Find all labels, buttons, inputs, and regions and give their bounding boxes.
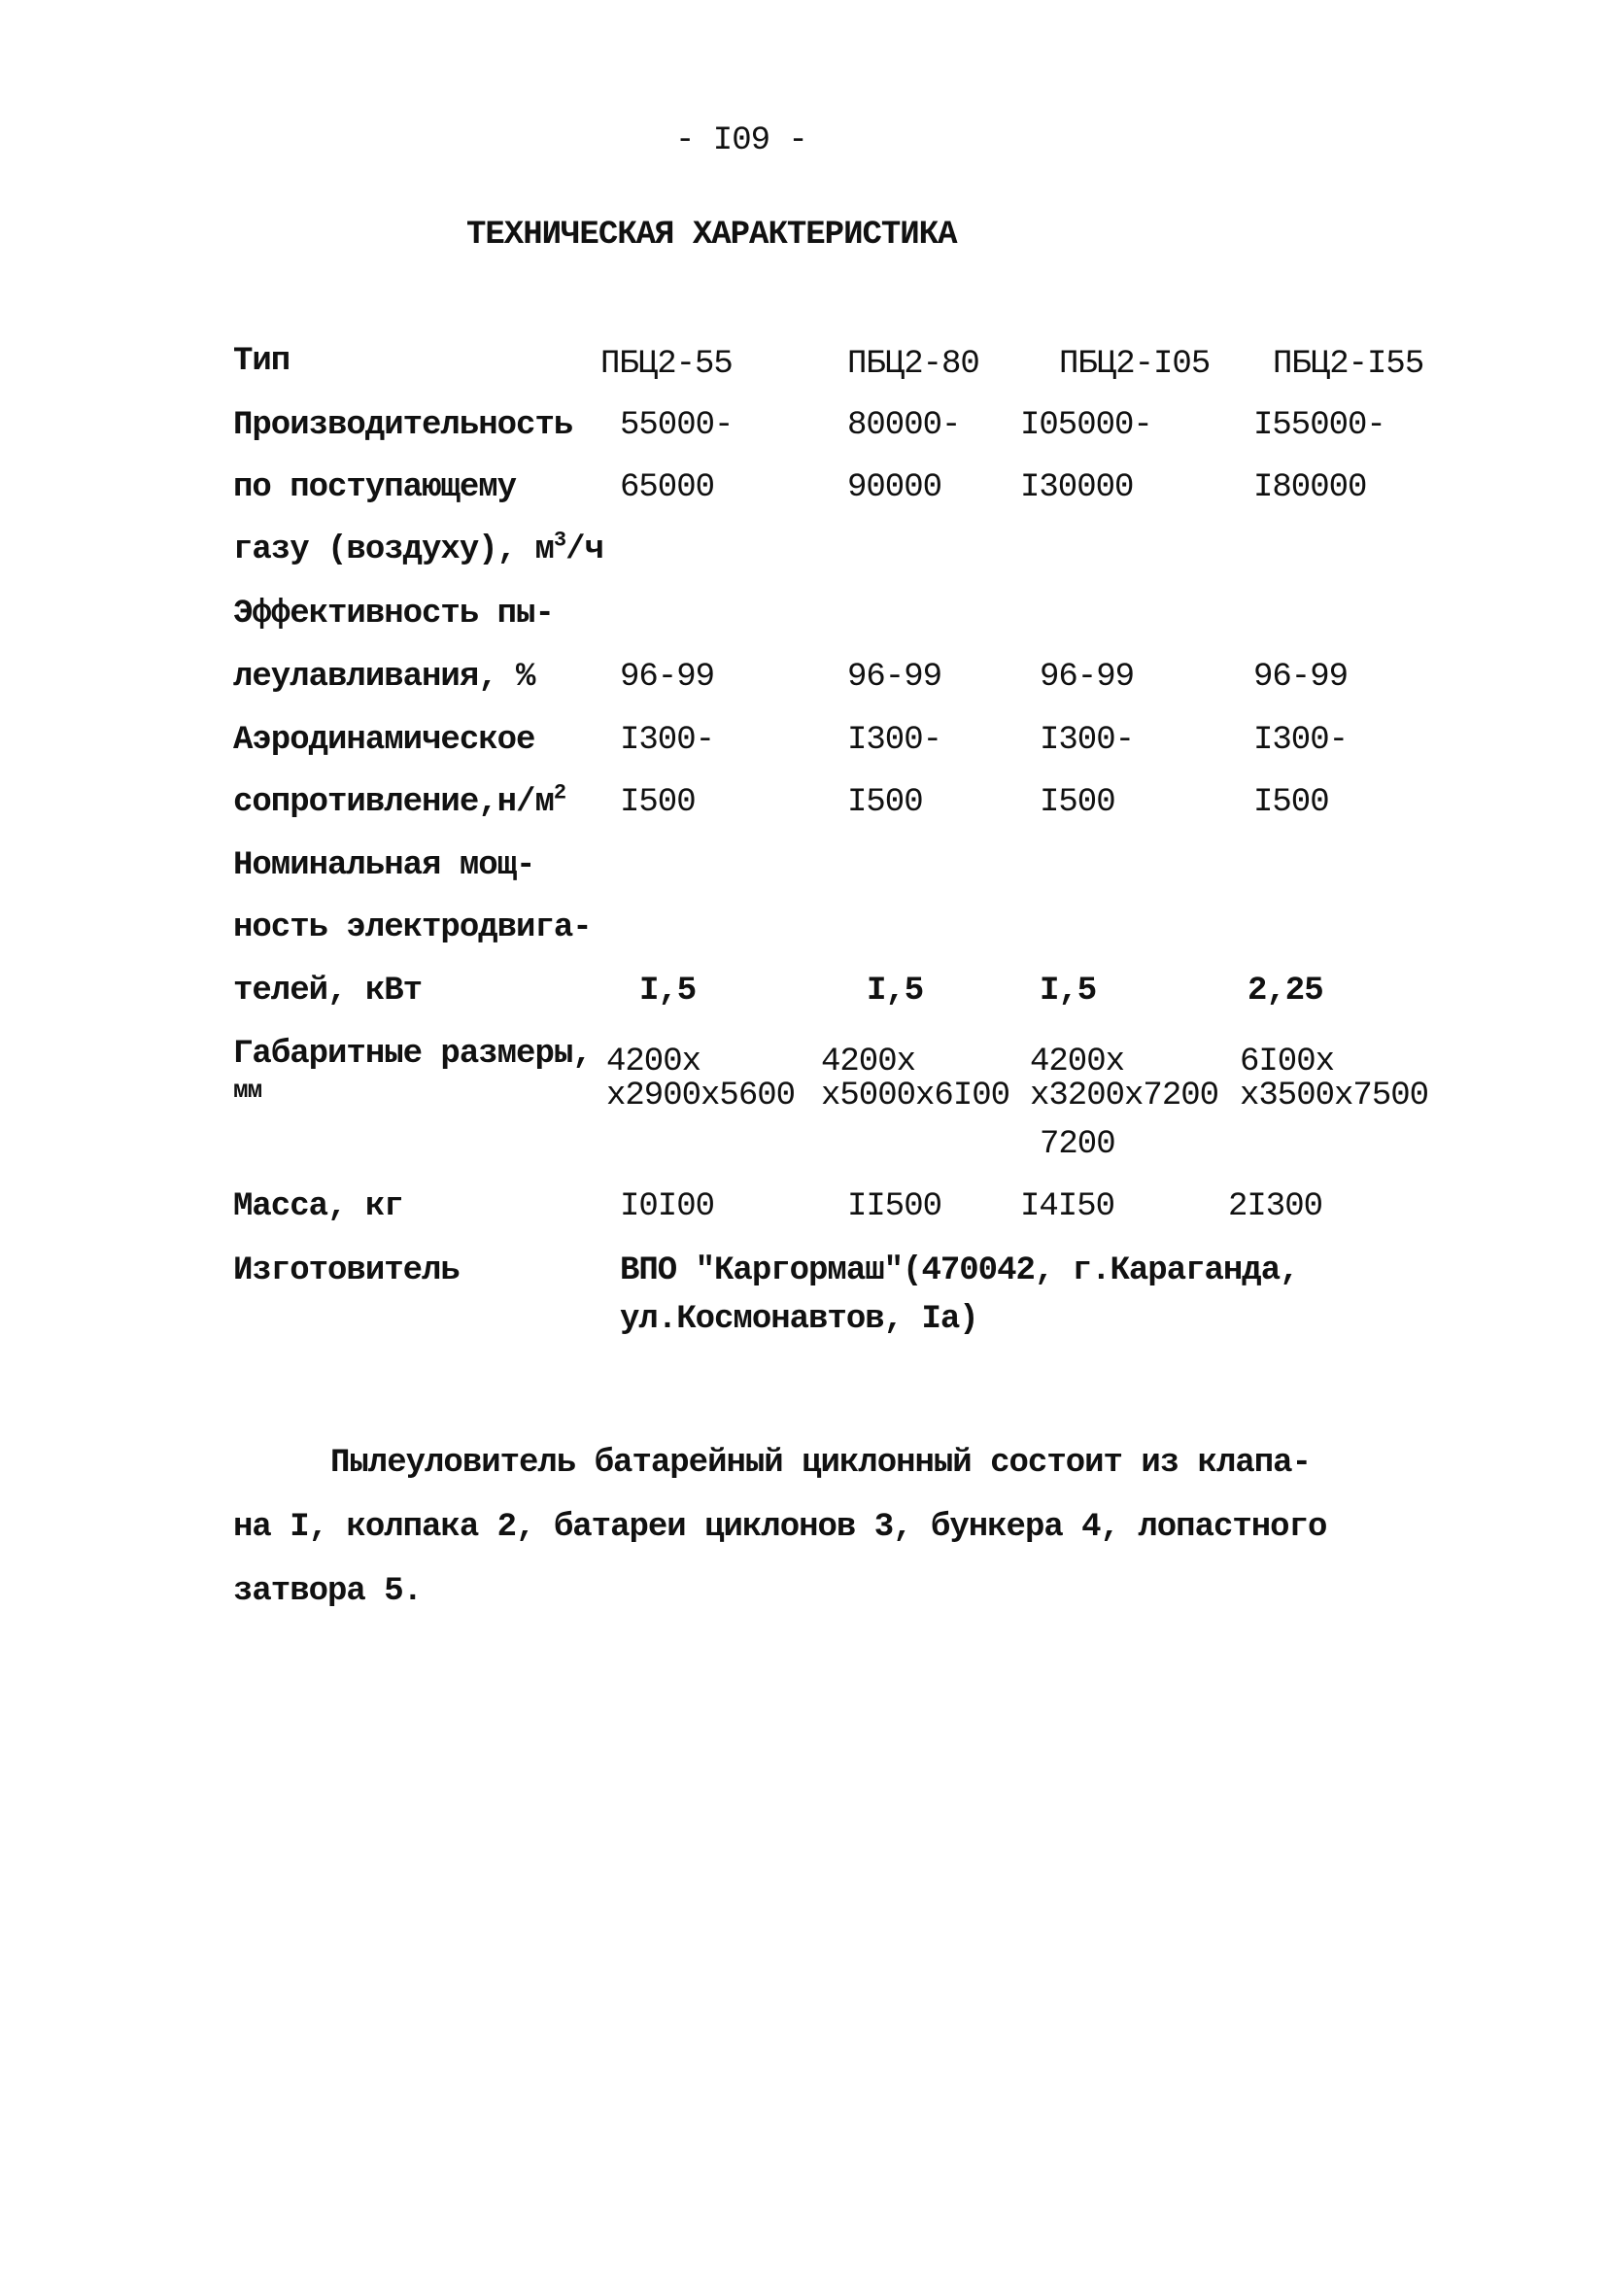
power-label-line1: Номинальная мощ-: [233, 847, 535, 884]
dimensions-value-3-line1: 4200x: [1030, 1044, 1125, 1080]
page-number: - I09 -: [675, 122, 807, 159]
capacity-value-1-from: 55000-: [620, 407, 734, 444]
power-value-1: I,5: [639, 973, 697, 1010]
power-value-4: 2,25: [1247, 973, 1323, 1010]
resistance-unit-text: сопротивление,н/м: [233, 784, 554, 821]
capacity-value-2-from: 80000-: [847, 407, 961, 444]
capacity-value-3-to: I30000: [1020, 469, 1134, 506]
capacity-unit-suffix: /ч: [565, 531, 603, 568]
resistance-unit-superscript: 2: [553, 780, 566, 805]
capacity-value-1-to: 65000: [620, 469, 715, 506]
capacity-value-4-from: I55000-: [1253, 407, 1385, 444]
type-value-4: ПБЦ2-I55: [1273, 346, 1424, 383]
resistance-value-2-from: I300-: [847, 722, 942, 759]
resistance-label-line1: Аэродинамическое: [233, 722, 535, 759]
mass-value-2: II500: [847, 1188, 942, 1225]
capacity-label-line3: [233, 528, 603, 569]
type-value-3: ПБЦ2-I05: [1059, 346, 1211, 383]
mass-label: Масса, кг: [233, 1188, 403, 1225]
resistance-value-1-to: I500: [620, 784, 696, 821]
power-label-line3: телей, кВт: [233, 973, 423, 1010]
resistance-value-3-from: I300-: [1040, 722, 1135, 759]
page-heading: ТЕХНИЧЕСКАЯ ХАРАКТЕРИСТИКА: [466, 217, 957, 254]
resistance-value-3-to: I500: [1040, 784, 1115, 821]
resistance-value-4-to: I500: [1253, 784, 1329, 821]
type-value-1: ПБЦ2-55: [600, 346, 733, 383]
description-line3: затвора 5.: [233, 1573, 423, 1610]
efficiency-value-1: 96-99: [620, 659, 715, 696]
capacity-value-4-to: I80000: [1253, 469, 1367, 506]
resistance-value-1-from: I300-: [620, 722, 715, 759]
resistance-value-2-to: I500: [847, 784, 923, 821]
description-line2: на I, колпака 2, батареи циклонов 3, бункера 4, лопастного: [233, 1509, 1327, 1546]
manufacturer-value-line2: ул.Космонавтов, Iа): [620, 1301, 978, 1338]
capacity-unit-text: газу (воздуху), м: [233, 531, 554, 568]
manufacturer-value-line1: ВПО "Каргормаш"(470042, г.Караганда,: [620, 1252, 1299, 1289]
mass-value-3: I4I50: [1020, 1188, 1115, 1225]
dimensions-value-1-line1: 4200x: [606, 1044, 701, 1080]
power-label-line2: ность электродвига-: [233, 909, 592, 946]
description-line1: Пылеуловитель батарейный циклонный состоит из клапа-: [330, 1445, 1311, 1482]
dimensions-value-2-line2: x5000x6I00: [821, 1078, 1010, 1114]
dimensions-value-3-line3: 7200: [1040, 1126, 1115, 1163]
dimensions-value-4-line1: 6I00x: [1240, 1044, 1335, 1080]
dimensions-value-4-line2: x3500x7500: [1240, 1078, 1429, 1114]
dimensions-label-line1: Габаритные размеры,: [233, 1036, 592, 1073]
type-value-2: ПБЦ2-80: [847, 346, 979, 383]
power-value-3: I,5: [1040, 973, 1097, 1010]
efficiency-value-4: 96-99: [1253, 659, 1349, 696]
mass-value-1: I0I00: [620, 1188, 715, 1225]
type-label: Тип: [233, 343, 290, 380]
efficiency-value-3: 96-99: [1040, 659, 1135, 696]
resistance-label-line2: [233, 780, 566, 822]
efficiency-value-2: 96-99: [847, 659, 942, 696]
manufacturer-label: Изготовитель: [233, 1252, 460, 1289]
capacity-label-line2: по поступающему: [233, 469, 517, 506]
capacity-label-line1: Производительность: [233, 407, 573, 444]
dimensions-value-1-line2: x2900x5600: [606, 1078, 796, 1114]
dimensions-value-2-line1: 4200x: [821, 1044, 916, 1080]
capacity-unit-superscript: 3: [553, 528, 566, 553]
efficiency-label-line1: Эффективность пы-: [233, 596, 554, 633]
efficiency-label-line2: леулавливания, %: [233, 659, 535, 696]
mass-value-4: 2I300: [1228, 1188, 1323, 1225]
dimensions-value-3-line2: x3200x7200: [1030, 1078, 1219, 1114]
power-value-2: I,5: [867, 973, 924, 1010]
dimensions-label-line2: мм: [233, 1076, 262, 1105]
capacity-value-3-from: I05000-: [1020, 407, 1152, 444]
resistance-value-4-from: I300-: [1253, 722, 1349, 759]
capacity-value-2-to: 90000: [847, 469, 942, 506]
